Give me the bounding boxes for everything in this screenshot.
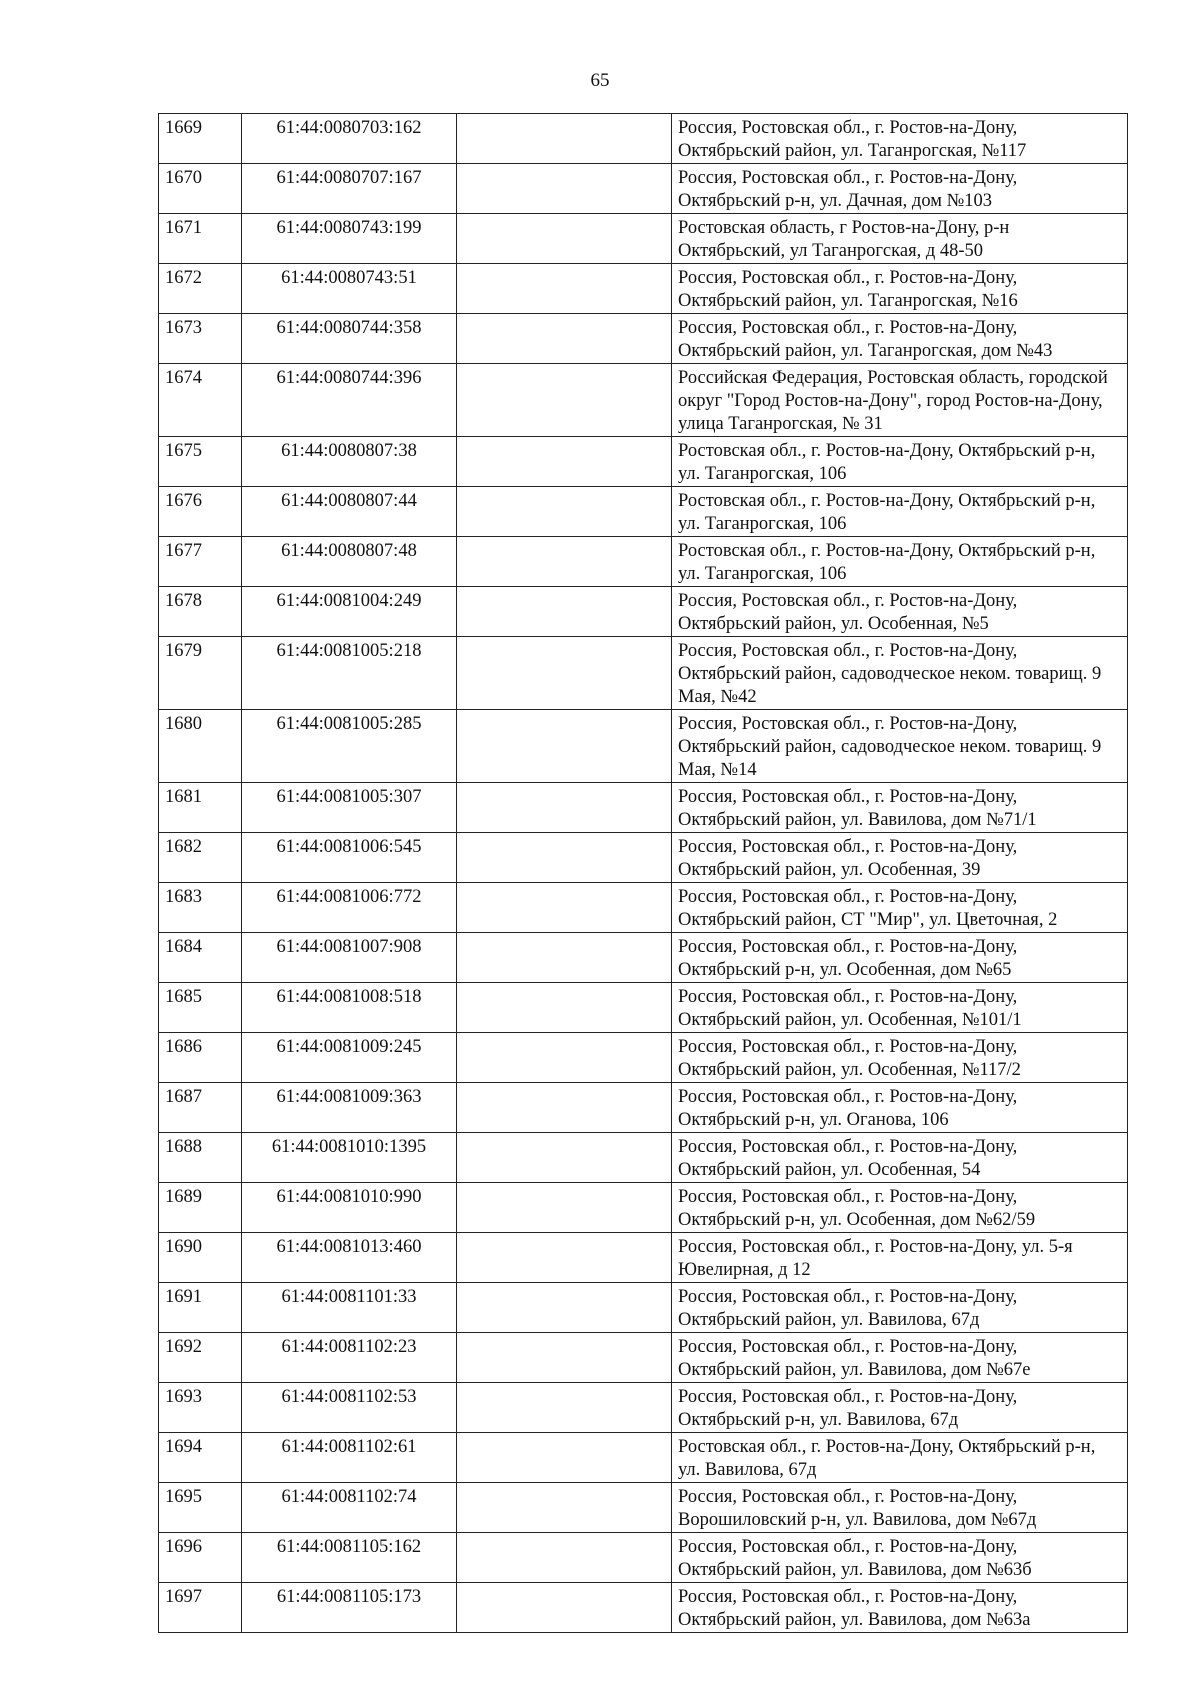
- empty-cell: [457, 637, 672, 710]
- cadastral-number: 61:44:0081102:61: [242, 1433, 457, 1483]
- cadastral-number: 61:44:0080807:38: [242, 437, 457, 487]
- property-table-body: [159, 114, 1128, 1633]
- cadastral-number: 61:44:0081008:518: [242, 983, 457, 1033]
- empty-cell: [457, 783, 672, 833]
- cadastral-number: 61:44:0081102:53: [242, 1383, 457, 1433]
- address-cell: Россия, Ростовская обл., г. Ростов-на-Дону, Октябрьский район, СТ "Мир", ул. Цветочная, 2: [672, 883, 1128, 933]
- address-cell: Россия, Ростовская обл., г. Ростов-на-Дону, Октябрьский р-н, ул. Особенная, дом №62/59: [672, 1183, 1128, 1233]
- cadastral-number: 61:44:0080744:396: [242, 364, 457, 437]
- row-number: 1673: [159, 314, 242, 364]
- row-number: 1669: [159, 114, 242, 164]
- row-number: 1672: [159, 264, 242, 314]
- address-cell: Россия, Ростовская обл., г. Ростов-на-Дону, Октябрьский р-н, ул. Особенная, дом №65: [672, 933, 1128, 983]
- cadastral-number: 61:44:0080744:358: [242, 314, 457, 364]
- row-number: 1676: [159, 487, 242, 537]
- row-number: 1690: [159, 1233, 242, 1283]
- address-cell: Россия, Ростовская обл., г. Ростов-на-Дону, Октябрьский р-н, ул. Оганова, 106: [672, 1083, 1128, 1133]
- table-row: [159, 883, 1128, 933]
- row-number: 1697: [159, 1583, 242, 1633]
- table-row: [159, 1533, 1128, 1583]
- cadastral-number: 61:44:0081009:245: [242, 1033, 457, 1083]
- table-row: [159, 1383, 1128, 1433]
- address-cell: Ростовская область, г Ростов-на-Дону, р-н Октябрьский, ул Таганрогская, д 48-50: [672, 214, 1128, 264]
- empty-cell: [457, 1233, 672, 1283]
- table-row: [159, 1433, 1128, 1483]
- address-cell: Россия, Ростовская обл., г. Ростов-на-Дону, ул. 5-я Ювелирная, д 12: [672, 1233, 1128, 1283]
- table-row: [159, 1033, 1128, 1083]
- row-number: 1678: [159, 587, 242, 637]
- address-cell: Российская Федерация, Ростовская область, городской округ "Город Ростов-на-Дону", город Ростов-на-Дону, улица Таганрогская, № 31: [672, 364, 1128, 437]
- table-row: [159, 1333, 1128, 1383]
- empty-cell: [457, 1433, 672, 1483]
- empty-cell: [457, 710, 672, 783]
- cadastral-number: 61:44:0081006:545: [242, 833, 457, 883]
- row-number: 1681: [159, 783, 242, 833]
- cadastral-number: 61:44:0080807:44: [242, 487, 457, 537]
- empty-cell: [457, 1333, 672, 1383]
- table-row: [159, 1483, 1128, 1533]
- empty-cell: [457, 487, 672, 537]
- table-row: [159, 364, 1128, 437]
- cadastral-number: 61:44:0081102:23: [242, 1333, 457, 1383]
- empty-cell: [457, 833, 672, 883]
- table-row: [159, 1083, 1128, 1133]
- cadastral-number: 61:44:0081010:1395: [242, 1133, 457, 1183]
- cadastral-number: 61:44:0080703:162: [242, 114, 457, 164]
- empty-cell: [457, 1483, 672, 1533]
- empty-cell: [457, 1383, 672, 1433]
- empty-cell: [457, 883, 672, 933]
- cadastral-number: 61:44:0081005:285: [242, 710, 457, 783]
- table-row: [159, 1133, 1128, 1183]
- cadastral-number: 61:44:0080743:51: [242, 264, 457, 314]
- table-row: [159, 214, 1128, 264]
- address-cell: Россия, Ростовская обл., г. Ростов-на-Дону, Октябрьский район, ул. Вавилова, дом №67е: [672, 1333, 1128, 1383]
- cadastral-number: 61:44:0081101:33: [242, 1283, 457, 1333]
- row-number: 1687: [159, 1083, 242, 1133]
- empty-cell: [457, 1283, 672, 1333]
- address-cell: Россия, Ростовская обл., г. Ростов-на-Дону, Октябрьский район, ул. Особенная, №117/2: [672, 1033, 1128, 1083]
- table-row: [159, 314, 1128, 364]
- row-number: 1693: [159, 1383, 242, 1433]
- address-cell: Россия, Ростовская обл., г. Ростов-на-Дону, Ворошиловский р-н, ул. Вавилова, дом №67д: [672, 1483, 1128, 1533]
- address-cell: Ростовская обл., г. Ростов-на-Дону, Октябрьский р-н, ул. Таганрогская, 106: [672, 437, 1128, 487]
- cadastral-number: 61:44:0081004:249: [242, 587, 457, 637]
- table-row: [159, 437, 1128, 487]
- empty-cell: [457, 437, 672, 487]
- empty-cell: [457, 1533, 672, 1583]
- table-row: [159, 710, 1128, 783]
- row-number: 1675: [159, 437, 242, 487]
- row-number: 1682: [159, 833, 242, 883]
- row-number: 1679: [159, 637, 242, 710]
- row-number: 1691: [159, 1283, 242, 1333]
- empty-cell: [457, 537, 672, 587]
- property-table: [158, 113, 1128, 1633]
- table-row: [159, 264, 1128, 314]
- cadastral-number: 61:44:0081005:218: [242, 637, 457, 710]
- cadastral-number: 61:44:0081105:173: [242, 1583, 457, 1633]
- address-cell: Россия, Ростовская обл., г. Ростов-на-Дону, Октябрьский район, ул. Вавилова, дом №71/1: [672, 783, 1128, 833]
- row-number: 1695: [159, 1483, 242, 1533]
- cadastral-number: 61:44:0081007:908: [242, 933, 457, 983]
- empty-cell: [457, 933, 672, 983]
- address-cell: Россия, Ростовская обл., г. Ростов-на-Дону, Октябрьский р-н, ул. Дачная, дом №103: [672, 164, 1128, 214]
- address-cell: Россия, Ростовская обл., г. Ростов-на-Дону, Октябрьский р-н, ул. Вавилова, 67д: [672, 1383, 1128, 1433]
- row-number: 1686: [159, 1033, 242, 1083]
- address-cell: Россия, Ростовская обл., г. Ростов-на-Дону, Октябрьский район, садоводческое неком. товарищ. 9 Мая, №14: [672, 710, 1128, 783]
- address-cell: Россия, Ростовская обл., г. Ростов-на-Дону, Октябрьский район, ул. Особенная, №101/1: [672, 983, 1128, 1033]
- row-number: 1696: [159, 1533, 242, 1583]
- address-cell: Ростовская обл., г. Ростов-на-Дону, Октябрьский р-н, ул. Таганрогская, 106: [672, 487, 1128, 537]
- table-row: [159, 114, 1128, 164]
- table-row: [159, 783, 1128, 833]
- cadastral-number: 61:44:0081105:162: [242, 1533, 457, 1583]
- table-row: [159, 537, 1128, 587]
- table-row: [159, 587, 1128, 637]
- cadastral-number: 61:44:0080807:48: [242, 537, 457, 587]
- row-number: 1688: [159, 1133, 242, 1183]
- empty-cell: [457, 1133, 672, 1183]
- page-number: 65: [590, 70, 610, 91]
- address-cell: Россия, Ростовская обл., г. Ростов-на-Дону, Октябрьский район, ул. Таганрогская, №16: [672, 264, 1128, 314]
- cadastral-number: 61:44:0081102:74: [242, 1483, 457, 1533]
- address-cell: Россия, Ростовская обл., г. Ростов-на-Дону, Октябрьский район, ул. Таганрогская, №117: [672, 114, 1128, 164]
- row-number: 1677: [159, 537, 242, 587]
- empty-cell: [457, 1183, 672, 1233]
- row-number: 1671: [159, 214, 242, 264]
- address-cell: Ростовская обл., г. Ростов-на-Дону, Октябрьский р-н, ул. Таганрогская, 106: [672, 537, 1128, 587]
- address-cell: Россия, Ростовская обл., г. Ростов-на-Дону, Октябрьский район, ул. Таганрогская, дом №43: [672, 314, 1128, 364]
- empty-cell: [457, 164, 672, 214]
- address-cell: Россия, Ростовская обл., г. Ростов-на-Дону, Октябрьский район, ул. Особенная, 39: [672, 833, 1128, 883]
- address-cell: Россия, Ростовская обл., г. Ростов-на-Дону, Октябрьский район, садоводческое неком. товарищ. 9 Мая, №42: [672, 637, 1128, 710]
- empty-cell: [457, 587, 672, 637]
- row-number: 1689: [159, 1183, 242, 1233]
- cadastral-number: 61:44:0081009:363: [242, 1083, 457, 1133]
- address-cell: Россия, Ростовская обл., г. Ростов-на-Дону, Октябрьский район, ул. Особенная, 54: [672, 1133, 1128, 1183]
- address-cell: Россия, Ростовская обл., г. Ростов-на-Дону, Октябрьский район, ул. Особенная, №5: [672, 587, 1128, 637]
- row-number: 1692: [159, 1333, 242, 1383]
- cadastral-number: 61:44:0080743:199: [242, 214, 457, 264]
- row-number: 1685: [159, 983, 242, 1033]
- row-number: 1683: [159, 883, 242, 933]
- table-row: [159, 164, 1128, 214]
- row-number: 1684: [159, 933, 242, 983]
- address-cell: Ростовская обл., г. Ростов-на-Дону, Октябрьский р-н, ул. Вавилова, 67д: [672, 1433, 1128, 1483]
- address-cell: Россия, Ростовская обл., г. Ростов-на-Дону, Октябрьский район, ул. Вавилова, 67д: [672, 1283, 1128, 1333]
- table-row: [159, 637, 1128, 710]
- empty-cell: [457, 1033, 672, 1083]
- table-row: [159, 983, 1128, 1033]
- address-cell: Россия, Ростовская обл., г. Ростов-на-Дону, Октябрьский район, ул. Вавилова, дом №63а: [672, 1583, 1128, 1633]
- empty-cell: [457, 314, 672, 364]
- row-number: 1670: [159, 164, 242, 214]
- address-cell: Россия, Ростовская обл., г. Ростов-на-Дону, Октябрьский район, ул. Вавилова, дом №63б: [672, 1533, 1128, 1583]
- empty-cell: [457, 364, 672, 437]
- table-row: [159, 1233, 1128, 1283]
- row-number: 1674: [159, 364, 242, 437]
- cadastral-number: 61:44:0081006:772: [242, 883, 457, 933]
- row-number: 1680: [159, 710, 242, 783]
- cadastral-number: 61:44:0080707:167: [242, 164, 457, 214]
- cadastral-number: 61:44:0081010:990: [242, 1183, 457, 1233]
- table-row: [159, 487, 1128, 537]
- empty-cell: [457, 1583, 672, 1633]
- empty-cell: [457, 983, 672, 1033]
- row-number: 1694: [159, 1433, 242, 1483]
- cadastral-number: 61:44:0081013:460: [242, 1233, 457, 1283]
- empty-cell: [457, 114, 672, 164]
- table-row: [159, 1283, 1128, 1333]
- empty-cell: [457, 264, 672, 314]
- table-row: [159, 833, 1128, 883]
- empty-cell: [457, 214, 672, 264]
- table-row: [159, 933, 1128, 983]
- table-row: [159, 1583, 1128, 1633]
- empty-cell: [457, 1083, 672, 1133]
- cadastral-number: 61:44:0081005:307: [242, 783, 457, 833]
- table-row: [159, 1183, 1128, 1233]
